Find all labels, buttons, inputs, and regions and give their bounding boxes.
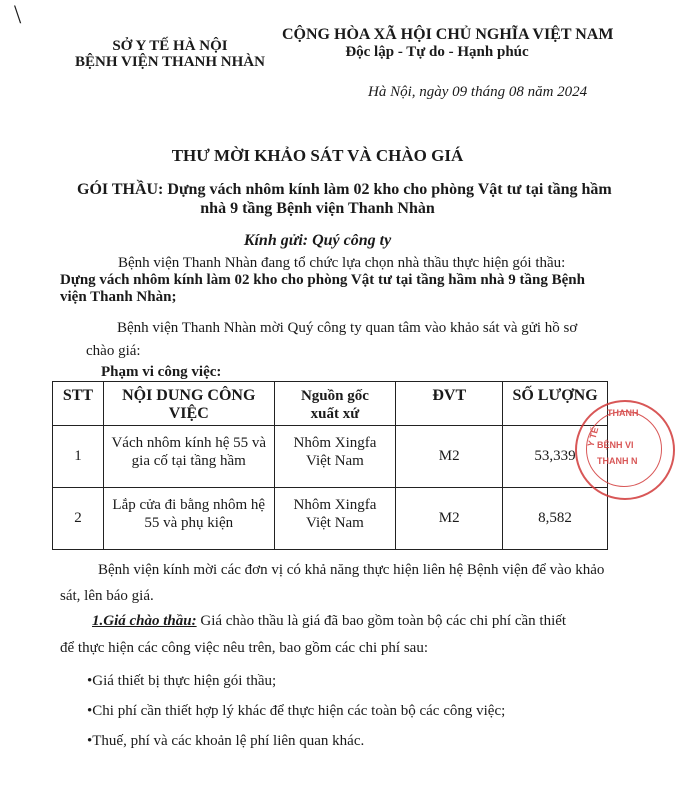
package-line1 bbox=[77, 181, 612, 199]
table-row bbox=[53, 426, 608, 488]
header-unit: ĐVT bbox=[396, 382, 503, 426]
cell-stt: 1 bbox=[53, 426, 104, 488]
table-header-row bbox=[53, 382, 608, 426]
intro-bold-line2: viện Thanh Nhàn; bbox=[60, 289, 177, 305]
hospital-stamp: THANH BỆNH VI THANH N Y TẾ bbox=[575, 400, 675, 500]
cell-origin: Nhôm Xingfa Việt Nam bbox=[274, 426, 396, 488]
invite-line2: chào giá: bbox=[86, 343, 141, 359]
document-date: Hà Nội, ngày 09 tháng 08 năm 2024 bbox=[368, 84, 588, 100]
national-title: CỘNG HÒA XÃ HỘI CHỦ NGHĨA VIỆT NAM bbox=[282, 26, 614, 43]
package-label: GÓI THẦU: bbox=[77, 181, 164, 198]
header-content: NỘI DUNG CÔNG VIỆC bbox=[103, 382, 274, 426]
price-label: 1.Giá chào thầu: bbox=[92, 613, 197, 629]
closing-line2: sát, lên báo giá. bbox=[60, 588, 154, 604]
scope-label: Phạm vi công việc: bbox=[101, 364, 222, 380]
pen-mark: \ bbox=[14, 0, 22, 29]
bullet-item: •Thuế, phí và các khoản lệ phí liên quan khác. bbox=[87, 733, 365, 749]
work-scope-table bbox=[52, 381, 608, 550]
table-row bbox=[53, 488, 608, 550]
bullet-item: •Giá thiết bị thực hiện gói thầu; bbox=[87, 673, 277, 689]
cell-unit: M2 bbox=[396, 488, 503, 550]
cell-quantity: 53,339 bbox=[503, 426, 608, 488]
cell-content: Lắp cửa đi bằng nhôm hệ 55 và phụ kiện bbox=[103, 488, 274, 550]
header-stt: STT bbox=[53, 382, 104, 426]
package-line2: nhà 9 tầng Bệnh viện Thanh Nhàn bbox=[200, 200, 435, 217]
bullet-item: •Chi phí cần thiết hợp lý khác để thực hiện các toàn bộ các công việc; bbox=[87, 703, 506, 719]
cell-content: Vách nhôm kính hệ 55 và gia cố tại tầng hầm bbox=[103, 426, 274, 488]
cell-unit: M2 bbox=[396, 426, 503, 488]
closing-line1: Bệnh viện kính mời các đơn vị có khả năng thực hiện liên hệ Bệnh viện để vào khảo bbox=[98, 562, 605, 578]
hospital-name: BỆNH VIỆN THANH NHÀN bbox=[75, 54, 265, 70]
price-line2: để thực hiện các công việc nêu trên, bao gồm các chi phí sau: bbox=[60, 640, 428, 656]
cell-stt: 2 bbox=[53, 488, 104, 550]
cell-quantity: 8,582 bbox=[503, 488, 608, 550]
price-text: Giá chào thầu là giá đã bao gồm toàn bộ các chi phí cần thiết bbox=[196, 613, 567, 629]
national-motto: Độc lập - Tự do - Hạnh phúc bbox=[345, 44, 529, 60]
header-quantity: SỐ LƯỢNG bbox=[503, 382, 608, 426]
price-line1 bbox=[92, 613, 566, 630]
package-name: Dựng vách nhôm kính làm 02 kho cho phòng Vật tư tại tầng hầm bbox=[167, 181, 612, 198]
invite-line1: Bệnh viện Thanh Nhàn mời Quý công ty quan tâm vào khảo sát và gửi hồ sơ bbox=[117, 320, 578, 336]
intro-bold-line1: Dựng vách nhôm kính làm 02 kho cho phòng Vật tư tại tầng hầm nhà 9 tầng Bệnh bbox=[60, 272, 585, 288]
document-title: THƯ MỜI KHẢO SÁT VÀ CHÀO GIÁ bbox=[171, 146, 464, 165]
recipient: Kính gửi: Quý công ty bbox=[243, 232, 392, 249]
cell-origin: Nhôm Xingfa Việt Nam bbox=[274, 488, 396, 550]
header-origin: Nguồn gốc xuất xứ bbox=[274, 382, 396, 426]
department-name: SỞ Y TẾ HÀ NỘI bbox=[112, 38, 228, 54]
intro-line1: Bệnh viện Thanh Nhàn đang tổ chức lựa chọn nhà thầu thực hiện gói thầu: bbox=[118, 255, 566, 271]
